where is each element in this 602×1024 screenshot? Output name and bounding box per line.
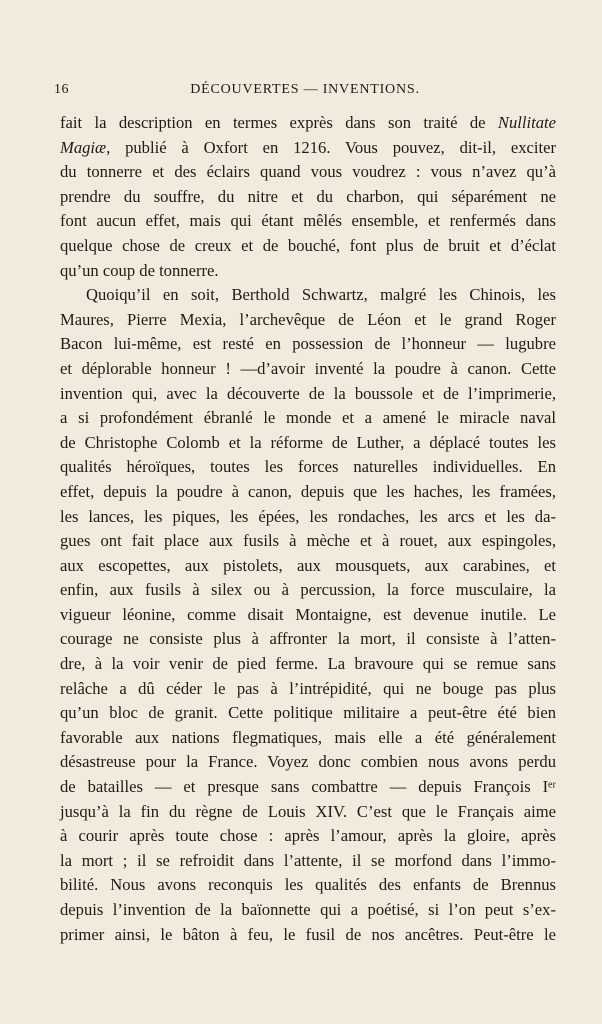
text-run: et déplorable honneur ! —d’avoir inventé la poudre à canon. Cette	[60, 358, 556, 378]
text-run: enfin, aux fusils à silex ou à percussion, la force musculaire, la	[60, 580, 556, 600]
text-run: jusqu’à la fin du règne de Louis XIV. C’est que le Français aime	[60, 801, 556, 821]
text-line	[60, 849, 556, 874]
text-run: depuis l’invention de la baïonnette qui a poétisé, si l’on peut s’ex-	[60, 900, 556, 919]
text-run: gues ont fait place aux fusils à mèche et à rouet, aux espingoles,	[60, 531, 556, 551]
text-line	[60, 455, 556, 480]
text-line	[60, 923, 556, 948]
text-run: désastreuse pour la France. Voyez donc combien nous avons perdu	[60, 752, 556, 772]
text-line	[60, 505, 556, 530]
text-run: a si profondément ébranlé le monde et a amené le miracle naval	[60, 408, 556, 428]
text-run: la mort ; il se refroidit dans l’attente, il se morfond dans l’immo-	[60, 850, 556, 870]
text-line	[60, 824, 556, 849]
text-run: aux escopettes, aux pistolets, aux mousquets, aux carabines, et	[60, 555, 556, 575]
text-line	[60, 185, 556, 210]
text-line	[60, 627, 556, 652]
body-text	[60, 111, 556, 947]
text-line	[60, 800, 556, 825]
text-run: invention qui, avec la découverte de la boussole et de l’imprimerie,	[60, 383, 556, 403]
text-run: Bacon lui-même, est resté en possession de l’honneur — lugubre	[60, 334, 556, 354]
text-line	[60, 775, 556, 800]
text-run: qu’un coup de tonnerre.	[60, 260, 219, 280]
text-run: qualités héroïques, toutes les forces naturelles individuelles. En	[60, 457, 556, 477]
text-run: les lances, les piques, les épées, les rondaches, les arcs et les da-	[60, 506, 556, 526]
text-run: courage ne consiste plus à affronter la mort, il consiste à l’atten-	[60, 629, 556, 649]
text-run: prendre du souffre, du nitre et du charbon, qui séparément ne	[60, 186, 556, 206]
text-run: font aucun effet, mais qui étant mêlés ensemble, et renfermés dans	[60, 211, 556, 231]
text-run: favorable aux nations flegmatiques, mais elle a été généralement	[60, 727, 556, 747]
text-line	[60, 431, 556, 456]
text-run: Quoiqu’il en soit, Berthold Schwartz, malgré les Chinois, les	[86, 285, 556, 305]
text-run: vigueur léonine, comme disait Montaigne, est devenue inutile. Le	[60, 604, 556, 624]
text-line	[60, 529, 556, 554]
text-line	[60, 382, 556, 407]
text-run: bilité. Nous avons reconquis les qualités des enfants de Brennus	[60, 875, 556, 895]
page-number: 16	[54, 82, 69, 97]
text-run: du tonnerre et des éclairs quand vous voudrez : vous n’avez qu’à	[60, 162, 556, 182]
text-run: relâche a dû céder le pas à l’intrépidité, qui ne bouge pas plus	[60, 678, 556, 698]
running-title: DÉCOUVERTES — INVENTIONS.	[190, 82, 420, 97]
text-line	[60, 603, 556, 628]
text-line	[60, 332, 556, 357]
text-line	[60, 406, 556, 431]
italic-title: Magiæ,	[60, 137, 111, 157]
text-line	[60, 283, 556, 308]
text-run: Maures, Pierre Mexia, l’archevêque de Léon et le grand Roger	[60, 309, 556, 329]
text-line	[60, 234, 556, 259]
text-run: de Christophe Colomb et la réforme de Luther, a déplacé toutes les	[60, 432, 556, 452]
text-run: publié à Oxfort en 1216. Vous pouvez, dit-il, exciter	[110, 137, 556, 157]
italic-title: Nullitate	[497, 113, 556, 132]
text-run: effet, depuis la poudre à canon, depuis que les haches, les framées,	[60, 481, 556, 501]
text-run: à courir après toute chose : après l’amour, après la gloire, après	[60, 826, 556, 846]
text-line	[60, 259, 556, 284]
text-line	[60, 726, 556, 751]
text-line	[60, 677, 556, 702]
text-run: qu’un bloc de granit. Cette politique militaire a peut-être été bien	[60, 703, 556, 723]
text-run: primer ainsi, le bâton à feu, le fusil de nos ancêtres. Peut-être le	[60, 924, 556, 944]
text-run: de batailles — et presque sans combattre — depuis François Iᵉʳ	[60, 777, 556, 797]
text-run: quelque chose de creux et de bouché, font plus de bruit et d’éclat	[60, 235, 556, 255]
text-line	[60, 308, 556, 333]
running-head	[54, 82, 556, 104]
text-line	[60, 750, 556, 775]
text-line	[60, 578, 556, 603]
text-line	[60, 873, 556, 898]
text-line	[60, 652, 556, 677]
text-line	[60, 480, 556, 505]
text-line	[60, 111, 556, 136]
text-line	[60, 554, 556, 579]
text-line	[60, 136, 556, 161]
text-line	[60, 701, 556, 726]
text-line	[60, 209, 556, 234]
text-run: dre, à la voir venir de pied ferme. La bravoure qui se remue sans	[60, 654, 556, 674]
text-line	[60, 160, 556, 185]
text-run: fait la description en termes exprès dans son traité de	[60, 113, 498, 132]
text-line	[60, 357, 556, 382]
text-line	[60, 898, 556, 923]
